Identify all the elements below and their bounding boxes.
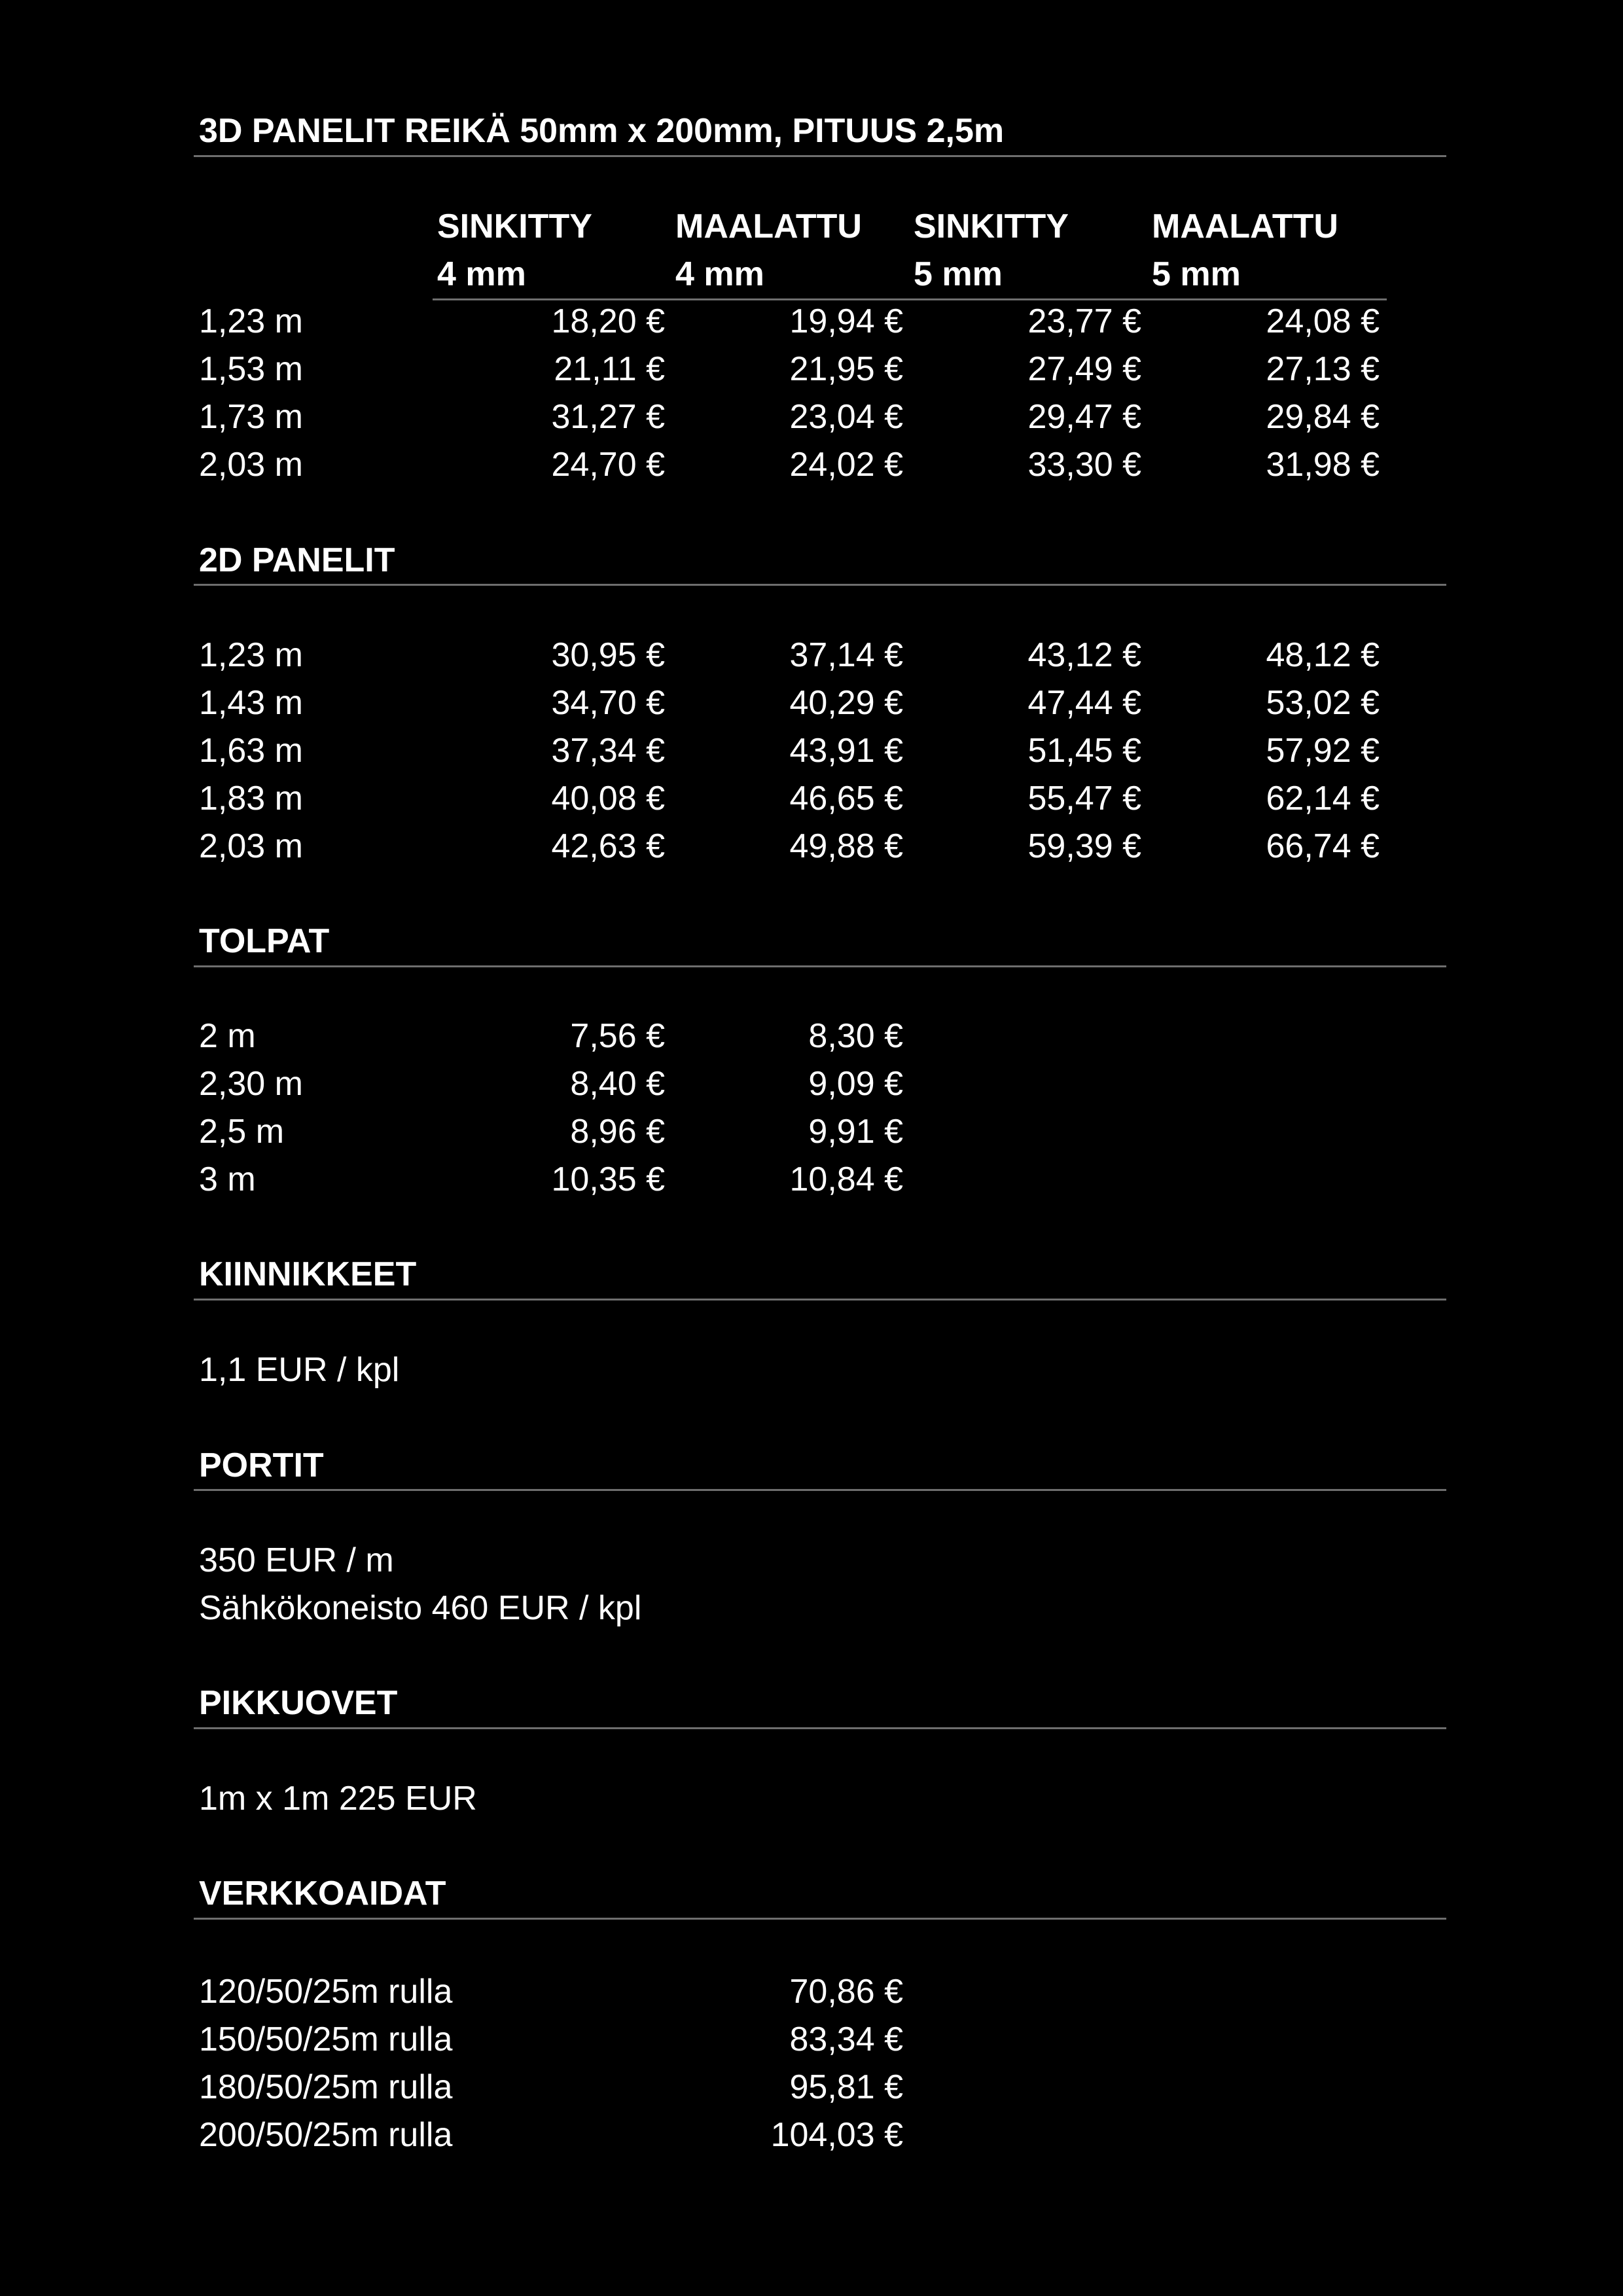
column-header-line2: 4 mm <box>437 255 526 293</box>
price-cell: 31,98 € <box>1266 446 1380 484</box>
section-title-mesh-fences: VERKKOAIDAT <box>199 1874 446 1912</box>
row-label: 1,53 m <box>199 350 303 388</box>
price-cell: 19,94 € <box>789 302 903 340</box>
row-label: 1,63 m <box>199 732 303 770</box>
section-divider <box>194 584 1446 586</box>
row-label: 2,03 m <box>199 446 303 484</box>
row-label: 150/50/25m rulla <box>199 2020 453 2058</box>
small-door-price: 1m x 1m 225 EUR <box>199 1780 477 1818</box>
price-cell: 51,45 € <box>1027 732 1141 770</box>
gate-motor-price: Sähkökoneisto 460 EUR / kpl <box>199 1589 642 1627</box>
row-label: 1,43 m <box>199 684 303 722</box>
column-header-line1: MAALATTU <box>675 207 862 245</box>
price-cell: 27,49 € <box>1027 350 1141 388</box>
row-label: 2,5 m <box>199 1113 285 1151</box>
price-cell: 24,02 € <box>789 446 903 484</box>
price-cell: 23,77 € <box>1027 302 1141 340</box>
column-header-line1: MAALATTU <box>1152 207 1338 245</box>
row-label: 2 m <box>199 1017 256 1055</box>
header-underline <box>433 298 1387 300</box>
price-cell: 30,95 € <box>551 636 665 674</box>
price-cell: 62,14 € <box>1266 780 1380 817</box>
price-cell: 46,65 € <box>789 780 903 817</box>
price-cell: 59,39 € <box>1027 827 1141 865</box>
price-cell: 23,04 € <box>789 398 903 436</box>
price-cell: 27,13 € <box>1266 350 1380 388</box>
price-cell: 53,02 € <box>1266 684 1380 722</box>
row-label: 180/50/25m rulla <box>199 2068 453 2106</box>
row-label: 1,23 m <box>199 636 303 674</box>
price-cell: 40,29 € <box>789 684 903 722</box>
row-label: 1,23 m <box>199 302 303 340</box>
price-cell: 24,08 € <box>1266 302 1380 340</box>
price-cell: 43,91 € <box>789 732 903 770</box>
price-cell: 8,40 € <box>570 1065 665 1103</box>
price-cell: 95,81 € <box>789 2068 903 2106</box>
fastener-price: 1,1 EUR / kpl <box>199 1351 400 1389</box>
gate-price: 350 EUR / m <box>199 1541 394 1579</box>
row-label: 3 m <box>199 1160 256 1198</box>
section-title-gates: PORTIT <box>199 1446 324 1484</box>
column-header-line1: SINKITTY <box>437 207 592 245</box>
section-title-2d-panels: 2D PANELIT <box>199 541 395 579</box>
section-divider <box>194 1918 1446 1920</box>
price-cell: 8,30 € <box>808 1017 903 1055</box>
price-cell: 24,70 € <box>551 446 665 484</box>
section-title-small-doors: PIKKUOVET <box>199 1684 398 1722</box>
price-cell: 42,63 € <box>551 827 665 865</box>
price-cell: 37,14 € <box>789 636 903 674</box>
section-title-3d-panels: 3D PANELIT REIKÄ 50mm x 200mm, PITUUS 2,5m <box>199 112 1005 150</box>
row-label: 2,30 m <box>199 1065 303 1103</box>
section-divider <box>194 1489 1446 1491</box>
price-cell: 8,96 € <box>570 1113 665 1151</box>
column-header-line1: SINKITTY <box>914 207 1069 245</box>
section-divider <box>194 155 1446 157</box>
price-cell: 33,30 € <box>1027 446 1141 484</box>
price-cell: 47,44 € <box>1027 684 1141 722</box>
row-label: 1,83 m <box>199 780 303 817</box>
row-label: 2,03 m <box>199 827 303 865</box>
section-divider <box>194 1727 1446 1729</box>
row-label: 1,73 m <box>199 398 303 436</box>
row-label: 200/50/25m rulla <box>199 2116 453 2154</box>
price-cell: 31,27 € <box>551 398 665 436</box>
price-cell: 43,12 € <box>1027 636 1141 674</box>
price-cell: 7,56 € <box>570 1017 665 1055</box>
section-title-fasteners: KIINNIKKEET <box>199 1255 417 1293</box>
price-cell: 55,47 € <box>1027 780 1141 817</box>
price-cell: 40,08 € <box>551 780 665 817</box>
section-divider <box>194 965 1446 967</box>
price-cell: 21,11 € <box>554 350 665 388</box>
price-cell: 66,74 € <box>1266 827 1380 865</box>
section-divider <box>194 1299 1446 1300</box>
price-cell: 21,95 € <box>789 350 903 388</box>
column-header-line2: 4 mm <box>675 255 764 293</box>
price-cell: 48,12 € <box>1266 636 1380 674</box>
price-cell: 10,84 € <box>789 1160 903 1198</box>
price-cell: 104,03 € <box>770 2116 903 2154</box>
price-cell: 83,34 € <box>789 2020 903 2058</box>
price-cell: 9,91 € <box>808 1113 903 1151</box>
price-cell: 37,34 € <box>551 732 665 770</box>
price-cell: 34,70 € <box>551 684 665 722</box>
column-header-line2: 5 mm <box>914 255 1003 293</box>
price-cell: 49,88 € <box>789 827 903 865</box>
section-title-posts: TOLPAT <box>199 922 330 960</box>
price-cell: 9,09 € <box>808 1065 903 1103</box>
price-cell: 10,35 € <box>551 1160 665 1198</box>
price-cell: 57,92 € <box>1266 732 1380 770</box>
column-header-line2: 5 mm <box>1152 255 1241 293</box>
price-cell: 70,86 € <box>789 1973 903 2011</box>
price-cell: 29,47 € <box>1027 398 1141 436</box>
row-label: 120/50/25m rulla <box>199 1973 453 2011</box>
price-cell: 18,20 € <box>551 302 665 340</box>
price-cell: 29,84 € <box>1266 398 1380 436</box>
